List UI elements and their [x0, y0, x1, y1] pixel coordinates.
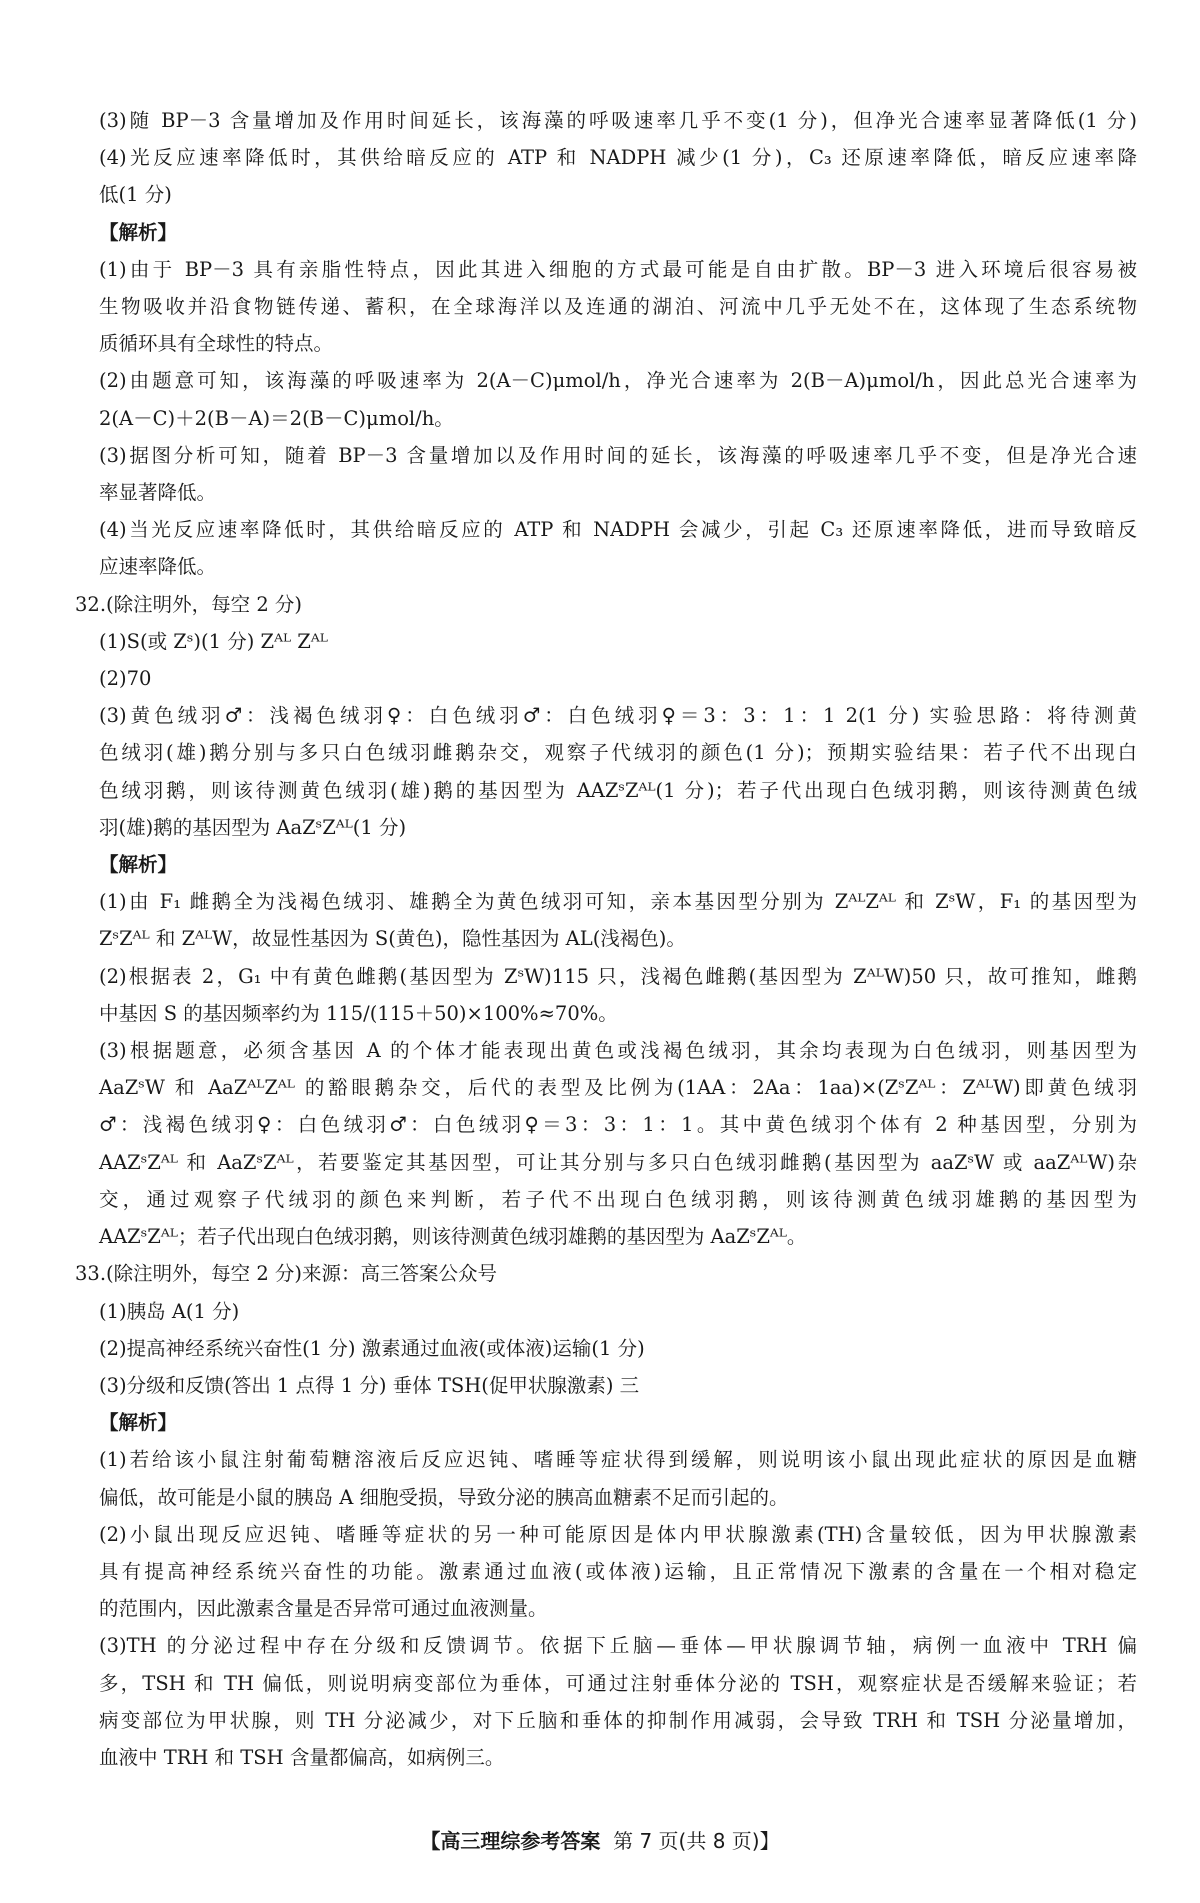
- q32-answer-line: (2)70: [99, 667, 152, 691]
- q32-answer-line: (1)S(或 Zˢ)(1 分) Zᴬᴸ Zᴬᴸ: [99, 629, 328, 653]
- q32-analysis-line: AAZˢZᴬᴸ；若子代出现白色绒羽鹅，则该待测黄色绒羽雄鹅的基因型为 AaZˢZᴬᴸ。: [99, 1225, 807, 1249]
- q31-analysis-line: 质循环具有全球性的特点。: [99, 332, 334, 356]
- q31-analysis-line: 生物吸收并沿食物链传递、蓄积，在全球海洋以及连通的湖泊、河流中几乎无处不在，这体现了生态系统物: [99, 295, 1137, 319]
- answer-page: [75, 102, 1137, 1776]
- page-footer: [0, 1825, 1200, 1854]
- q32-answer-line: 色绒羽(雄)鹅分别与多只白色绒羽雌鹅杂交，观察子代绒羽的颜色(1 分)；预期实验结果：若子代不出现白: [99, 741, 1137, 765]
- q31-analysis-line: 率显著降低。: [99, 481, 217, 505]
- q32-answer-line: (3)黄色绒羽♂：浅褐色绒羽♀：白色绒羽♂：白色绒羽♀＝3：3：1：1 2(1 分) 实验思路：将待测黄: [99, 704, 1137, 728]
- q31-analysis-line: (4)当光反应速率降低时，其供给暗反应的 ATP 和 NADPH 会减少，引起 C₃ 还原速率降低，进而导致暗反: [99, 518, 1137, 542]
- q32-header: 32.(除注明外，每空 2 分): [75, 592, 303, 616]
- q32-analysis-label: 【解析】: [99, 853, 178, 877]
- q33-answer-line: (2)提高神经系统兴奋性(1 分) 激素通过血液(或体液)运输(1 分): [99, 1336, 645, 1360]
- q32-analysis-line: AAZˢZᴬᴸ 和 AaZˢZᴬᴸ，若要鉴定其基因型，可让其分别与多只白色绒羽雌鹅(基因型为 aaZˢW 或 aaZᴬᴸW)杂: [99, 1150, 1137, 1174]
- q33-analysis-line: 病变部位为甲状腺，则 TH 分泌减少，对下丘脑和垂体的抑制作用减弱，会导致 TRH 和 TSH 分泌量增加，: [99, 1708, 1137, 1732]
- q33-analysis-line: 偏低，故可能是小鼠的胰岛 A 细胞受损，导致分泌的胰高血糖素不足而引起的。: [99, 1485, 789, 1509]
- q31-analysis-line: 2(A－C)＋2(B－A)＝2(B－C)μmol/h。: [99, 406, 454, 430]
- q31-analysis-line: 应速率降低。: [99, 555, 217, 579]
- q33-analysis-line: 血液中 TRH 和 TSH 含量都偏高，如病例三。: [99, 1745, 505, 1769]
- q33-analysis-label: 【解析】: [99, 1411, 178, 1435]
- q31-answer-4-cont: 低(1 分): [99, 183, 172, 207]
- q33-answer-line: (3)分级和反馈(答出 1 点得 1 分) 垂体 TSH(促甲状腺激素) 三: [99, 1373, 640, 1397]
- q33-analysis-line: (3)TH 的分泌过程中存在分级和反馈调节。依据下丘脑—垂体—甲状腺调节轴，病例一血液中 TRH 偏: [99, 1634, 1137, 1658]
- q33-analysis-line: (2)小鼠出现反应迟钝、嗜睡等症状的另一种可能原因是体内甲状腺激素(TH)含量较低，因为甲状腺激素: [99, 1522, 1137, 1546]
- q32-analysis-line: AaZˢW 和 AaZᴬᴸZᴬᴸ 的豁眼鹅杂交，后代的表型及比例为(1AA：2Aa：1aa)×(ZˢZᴬᴸ：ZᴬᴸW)即黄色绒羽: [99, 1076, 1137, 1100]
- footer-title: 【高三理综参考答案: [420, 1829, 601, 1853]
- q32-analysis-line: 中基因 S 的基因频率约为 115/(115＋50)×100%≈70%。: [99, 1001, 618, 1025]
- q32-answer-line: 色绒羽鹅，则该待测黄色绒羽(雄)鹅的基因型为 AAZˢZᴬᴸ(1 分)；若子代出现白色绒羽鹅，则该待测黄色绒: [99, 778, 1137, 802]
- q31-analysis-line: (3)据图分析可知，随着 BP－3 含量增加以及作用时间的延长，该海藻的呼吸速率几乎不变，但是净光合速: [99, 443, 1137, 467]
- q32-analysis-line: (1)由 F₁ 雌鹅全为浅褐色绒羽、雄鹅全为黄色绒羽可知，亲本基因型分别为 ZᴬᴸZᴬᴸ 和 ZˢW，F₁ 的基因型为: [99, 890, 1137, 914]
- footer-page-number: 第 7 页(共 8 页)】: [613, 1829, 780, 1853]
- q33-analysis-line: 多，TSH 和 TH 偏低，则说明病变部位为垂体，可通过注射垂体分泌的 TSH，观察症状是否缓解来验证；若: [99, 1671, 1137, 1695]
- q31-analysis-label: 【解析】: [99, 220, 178, 244]
- q31-analysis-line: (2)由题意可知，该海藻的呼吸速率为 2(A－C)μmol/h，净光合速率为 2(B－A)μmol/h，因此总光合速率为: [99, 369, 1137, 393]
- q33-analysis-line: 的范围内，因此激素含量是否异常可通过血液测量。: [99, 1597, 548, 1621]
- q33-answer-line: (1)胰岛 A(1 分): [99, 1299, 240, 1323]
- q33-analysis-line: (1)若给该小鼠注射葡萄糖溶液后反应迟钝、嗜睡等症状得到缓解，则说明该小鼠出现此症状的原因是血糖: [99, 1448, 1137, 1472]
- q33-header: 33.(除注明外，每空 2 分)来源：高三答案公众号: [75, 1262, 498, 1286]
- q32-analysis-line: (2)根据表 2，G₁ 中有黄色雌鹅(基因型为 ZˢW)115 只，浅褐色雌鹅(基因型为 ZᴬᴸW)50 只，故可推知，雌鹅: [99, 964, 1137, 988]
- q32-analysis-line: 交，通过观察子代绒羽的颜色来判断，若子代不出现白色绒羽鹅，则该待测黄色绒羽雄鹅的基因型为: [99, 1187, 1137, 1211]
- q31-answer-3: (3)随 BP－3 含量增加及作用时间延长，该海藻的呼吸速率几乎不变(1 分)，但净光合速率显著降低(1 分): [99, 109, 1137, 132]
- q31-answer-4: (4)光反应速率降低时，其供给暗反应的 ATP 和 NADPH 减少(1 分)，C₃ 还原速率降低，暗反应速率降: [99, 146, 1137, 170]
- q32-analysis-line: ♂：浅褐色绒羽♀：白色绒羽♂：白色绒羽♀＝3：3：1：1。其中黄色绒羽个体有 2 种基因型，分别为: [99, 1113, 1137, 1137]
- q33-analysis-line: 具有提高神经系统兴奋性的功能。激素通过血液(或体液)运输，且正常情况下激素的含量在一个相对稳定: [99, 1559, 1137, 1583]
- q32-analysis-line: (3)根据题意，必须含基因 A 的个体才能表现出黄色或浅褐色绒羽，其余均表现为白色绒羽，则基因型为: [99, 1039, 1137, 1063]
- q32-analysis-line: ZˢZᴬᴸ 和 ZᴬᴸW，故显性基因为 S(黄色)，隐性基因为 AL(浅褐色)。: [99, 927, 686, 951]
- q31-analysis-line: (1)由于 BP－3 具有亲脂性特点，因此其进入细胞的方式最可能是自由扩散。BP－3 进入环境后很容易被: [99, 257, 1137, 281]
- q32-answer-line: 羽(雄)鹅的基因型为 AaZˢZᴬᴸ(1 分): [99, 815, 407, 839]
